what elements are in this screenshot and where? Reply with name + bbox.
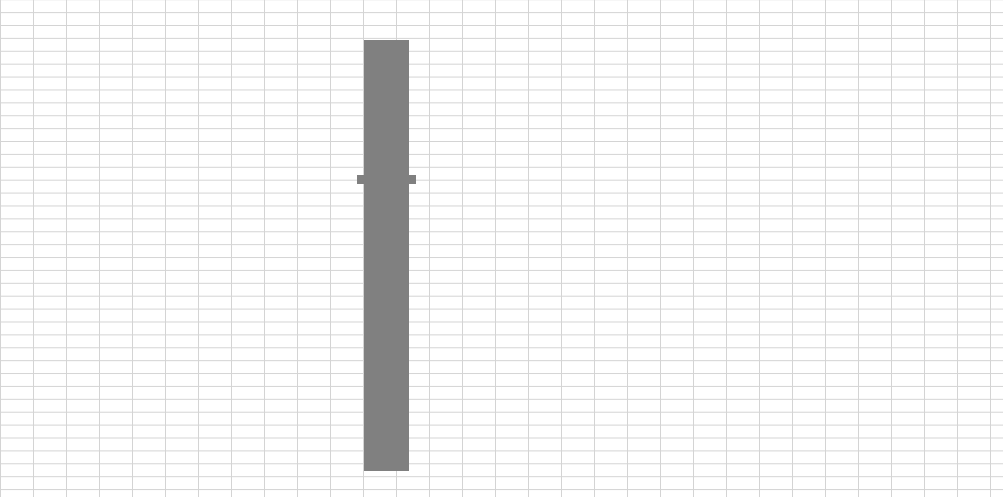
pier-stem bbox=[364, 40, 409, 175]
pier bbox=[364, 184, 409, 471]
pier-head bbox=[357, 175, 416, 184]
